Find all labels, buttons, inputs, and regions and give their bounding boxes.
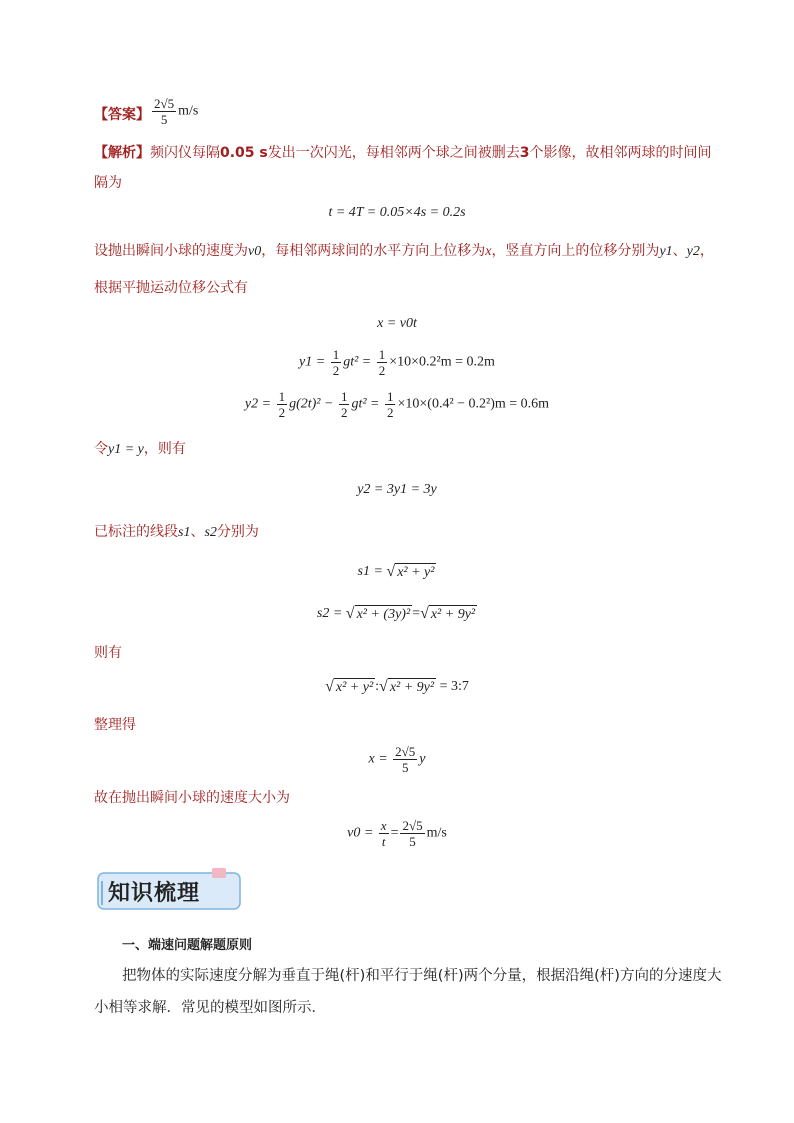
eq-y1-half2-den: 2 [378, 363, 386, 378]
eq-y2-p2: gt² = [351, 396, 380, 412]
answer-frac-den: 5 [160, 112, 168, 127]
marked-a: 已标注的线段 [94, 524, 178, 540]
eq-s1-rad: x² + y² [397, 565, 435, 580]
eq-y1-mid: gt² = [343, 354, 372, 370]
eq-ratio-rad1: x² + y² [335, 680, 374, 695]
eq-y2-half-den: 2 [278, 405, 286, 420]
eq-s2-eq: = [412, 606, 421, 622]
eq-y1-half-den: 2 [332, 363, 340, 378]
answer-label: 【答案】 [94, 107, 150, 123]
eq-y1-tail: ×10×0.2²m = 0.2m [389, 354, 495, 370]
eq-y2-tail: ×10×(0.4² − 0.2²)m = 0.6m [397, 396, 550, 412]
analysis-line-1 [94, 143, 712, 163]
sqrt-sign: √ [345, 605, 355, 622]
eq-v0-d2: 5 [409, 834, 416, 849]
equation-x: x = v0t [377, 316, 417, 331]
marked-sep: 、 [190, 524, 205, 540]
eq-v0-unit: m/s [426, 825, 447, 841]
analysis-label: 【解析】 [94, 145, 150, 161]
equation-y2 [0, 389, 794, 420]
eq-y2-half3-den: 2 [386, 405, 394, 420]
equation-v0 [0, 818, 794, 849]
setup-x: x [485, 244, 492, 259]
setup-v0: v0 [248, 244, 262, 259]
eq-y2-half2-num: 1 [340, 389, 348, 404]
analysis-text-c: 个影像，故相邻两球的时间间 [529, 145, 712, 161]
eq-y2-half2-den: 2 [340, 405, 348, 420]
setup-line-2: 根据平抛运动位移公式有 [94, 280, 248, 296]
eq-ratio-colon: : [375, 679, 380, 695]
analysis-line-2: 隔为 [94, 175, 122, 191]
equation-y2-3y: y2 = 3y1 = 3y [357, 482, 437, 497]
analysis-text-a: 频闪仪每隔 [150, 145, 220, 161]
eq-xy-tail: y [419, 751, 426, 767]
setup-sep: 、 [672, 243, 687, 259]
then-line: 则有 [94, 645, 122, 661]
eq-y1-half2-num: 1 [378, 347, 386, 362]
let-b: ，则有 [143, 441, 186, 457]
banner-title: 知识梳理 [108, 880, 201, 906]
let-line [94, 439, 186, 460]
eq-y2-lhs: y2 = [244, 396, 272, 412]
setup-y1: y1 [659, 244, 673, 259]
eq-y2-half3-num: 1 [386, 389, 394, 404]
eq-ratio-tail: = 3:7 [439, 679, 469, 695]
section-banner [94, 867, 246, 913]
eq-s2-rad1: x² + (3y)² [356, 607, 411, 622]
eq-v0-n2: 2√5 [402, 818, 423, 833]
equation-time: t = 4T = 0.05×4s = 0.2s [328, 205, 466, 220]
eq-y2-p1: g(2t)² − [289, 396, 334, 412]
analysis-text-b: 发出一次闪光，每相邻两个球之间被删去 [267, 145, 520, 161]
sqrt-sign: √ [386, 563, 396, 580]
answer-unit: m/s [178, 103, 199, 119]
eq-ratio-rad2: x² + 9y² [389, 680, 435, 695]
marked-s1: s1 [178, 525, 191, 540]
equation-x-y [0, 744, 794, 775]
section-1-heading: 一、端速问题解题原则 [122, 938, 253, 953]
section-1-para-line-2: 小相等求解．常见的模型如图所示． [94, 1000, 326, 1016]
therefore-line: 故在抛出瞬间小球的速度大小为 [94, 790, 290, 806]
eq-y2-half-num: 1 [278, 389, 286, 404]
section-1-para-line-1: 把物体的实际速度分解为垂直于绳(杆)和平行于绳(杆)两个分量，根据沿绳(杆)方向的分速度大 [122, 968, 722, 984]
setup-text-b: ，每相邻两球间的水平方向上位移为 [261, 243, 486, 259]
eq-v0-lhs: v0 = [347, 825, 374, 841]
marked-s2: s2 [204, 525, 217, 540]
analysis-count: 3 [519, 145, 530, 161]
sqrt-sign: √ [420, 605, 429, 622]
setup-line-1 [94, 241, 714, 262]
banner-clip [212, 868, 226, 878]
marked-b: 分别为 [216, 524, 259, 540]
setup-text-a: 设抛出瞬间小球的速度为 [94, 243, 248, 259]
answer-value [150, 96, 198, 127]
eq-v0-n1: x [380, 818, 387, 833]
eq-xy-den: 5 [401, 760, 409, 775]
eq-s2-lhs: s2 = [316, 606, 343, 622]
eq-s2-rad2: x² + 9y² [430, 607, 476, 622]
answer-frac-num: 2√5 [154, 96, 175, 111]
equation-ratio [0, 678, 794, 696]
eq-y1-half-num: 1 [332, 347, 340, 362]
eq-v0-eq: = [390, 825, 399, 841]
setup-text-c: ，竖直方向上的位移分别为 [491, 243, 660, 259]
equation-y1 [0, 347, 794, 378]
analysis-interval: 0.05 s [220, 145, 268, 161]
let-a: 令 [94, 441, 108, 457]
setup-end: ， [699, 243, 714, 259]
sqrt-sign: √ [379, 678, 388, 695]
eq-v0-d1: t [381, 834, 386, 849]
equation-s2 [0, 605, 794, 623]
setup-y2: y2 [686, 244, 700, 259]
eq-xy-num: 2√5 [395, 744, 416, 759]
let-eq: y1 = y [108, 442, 144, 457]
eq-xy-lhs: x = [368, 751, 388, 767]
equation-s1 [0, 563, 794, 581]
eq-y1-lhs: y1 = [299, 354, 326, 370]
marked-line [94, 522, 259, 543]
eq-s1-lhs: s1 = [357, 564, 383, 580]
sqrt-sign: √ [325, 678, 334, 695]
arrange-line: 整理得 [94, 717, 136, 733]
